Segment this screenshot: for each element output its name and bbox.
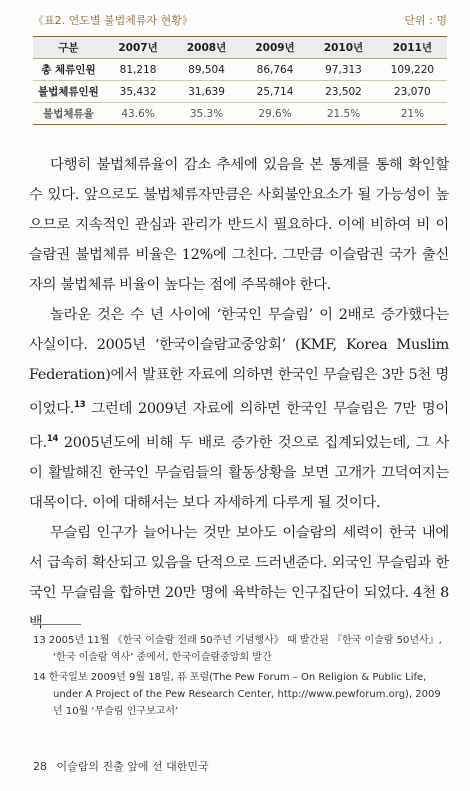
body-text (29, 150, 449, 638)
table-header-cell: 2009년 (241, 37, 309, 59)
table-cell: 29.6% (258, 107, 292, 120)
table-cell: 35,432 (119, 85, 157, 98)
table-cell: 35.3% (189, 107, 224, 120)
table-unit: 단위 : 명 (404, 14, 447, 27)
paragraph-1: 다행히 불법체류율이 감소 추세에 있음을 본 통계를 통해 확인할 수 있다. 앞으로도 불법체류자만큼은 사회불안요소가 될 가능성이 높으므로 지속적인 관심과 관리가 반드시 필요하다. 이에 비하여 비 이슬람권 불법체류 비율은 12%에 그친다. 그만큼 이슬람권 국가 출신자의 불법체류 비율이 높다는 점에 주목해야 한다. (29, 157, 449, 293)
paragraph-2-part-a: 놀라운 것은 수 년 사이에 ‘한국인 무슬림’ 이 2배로 증가했다는 사실이다. 2005년 ‘한국이슬람교중앙회’ (KMF, Korea Muslim Federation)에서 발표한 자료에 의하면 한국인 무슬림은 3만 5천 명이었다. (29, 307, 449, 417)
paragraph-2-part-c: 2005년도에 비해 두 배로 증가한 것으로 집계되었는데, 그 사이 활발해진 한국인 무슬림들의 활동상황을 보면 고개가 끄덕여지는 대목이다. 이에 대해서는 보다 자세하게 다루게 될 것이다. (29, 434, 449, 511)
table-cell: 총 체류인원 (41, 64, 96, 76)
table-row (33, 81, 447, 103)
footnote-separator (33, 624, 81, 625)
footnote-ref-14[interactable]: 14 (46, 433, 59, 444)
table-header-row (33, 37, 447, 59)
footnote-ref-13[interactable]: 13 (74, 400, 86, 410)
table-cell: 25,714 (256, 85, 294, 98)
paragraph-2 (29, 300, 449, 518)
table-header-cell: 2010년 (309, 37, 377, 59)
table-title: 《표2. 연도별 불법체류자 현황》 (33, 14, 193, 27)
table-row (33, 59, 447, 81)
table-cell: 23,502 (325, 85, 362, 98)
table-cell: 109,220 (390, 63, 435, 76)
table-cell: 86,764 (256, 63, 294, 76)
table-cell: 불법체류인원 (37, 86, 99, 98)
footnote-14: 14 한국일보 2009년 9월 18일, 퓨 포럼(The Pew Forum – On Religion & Public Life, under A Project of the Pew Research Center, http://www.pewforum.org), 2009년 10월 ‘무슬림 인구보고서’ (33, 672, 441, 717)
footnote-13: 13 2005년 11월 《한국 이슬람 전래 50주년 기념행사》 때 발간된 『한국 이슬람 50년사』, ‘한국 이슬람 역사’ 중에서, 한국이슬람중앙회 발간 (33, 635, 442, 663)
table-caption-row (33, 8, 447, 30)
table-header-cell: 2008년 (172, 37, 240, 59)
illegal-stay-table (33, 36, 447, 125)
footnotes (33, 632, 449, 723)
table-cell: 31,639 (188, 85, 225, 98)
running-title: 이슬람의 진출 앞에 선 대한민국 (56, 760, 209, 773)
table-cell: 89,504 (188, 63, 225, 76)
table-header-cell: 구분 (33, 37, 104, 59)
page-footer (33, 758, 209, 774)
table-header-cell: 2007년 (104, 37, 172, 59)
table-header-cell: 2011년 (378, 37, 447, 59)
page-number: 28 (33, 760, 47, 773)
table-cell: 43.6% (121, 107, 155, 120)
paragraph-2-part-b: 그런데 2009년 자료에 의하면 한국인 무슬림은 7만 명이다. (29, 400, 449, 451)
table-cell: 97,313 (325, 63, 362, 76)
table-cell: 21% (400, 107, 425, 120)
table-cell: 81,218 (119, 63, 157, 76)
paragraph-3: 무슬림 인구가 늘어나는 것만 보아도 이슬람의 세력이 한국 내에서 급속히 확산되고 있음을 단적으로 드러낸준다. 외국인 무슬림과 한국인 무슬림을 합하면 20만 명에 육박하는 인구집단이 되었다. 4천 8백 (29, 524, 449, 631)
table-cell: 불법체류율 (43, 108, 94, 120)
table-cell: 23,070 (394, 85, 431, 98)
table-row (33, 103, 447, 125)
table-cell: 21.5% (326, 107, 361, 120)
